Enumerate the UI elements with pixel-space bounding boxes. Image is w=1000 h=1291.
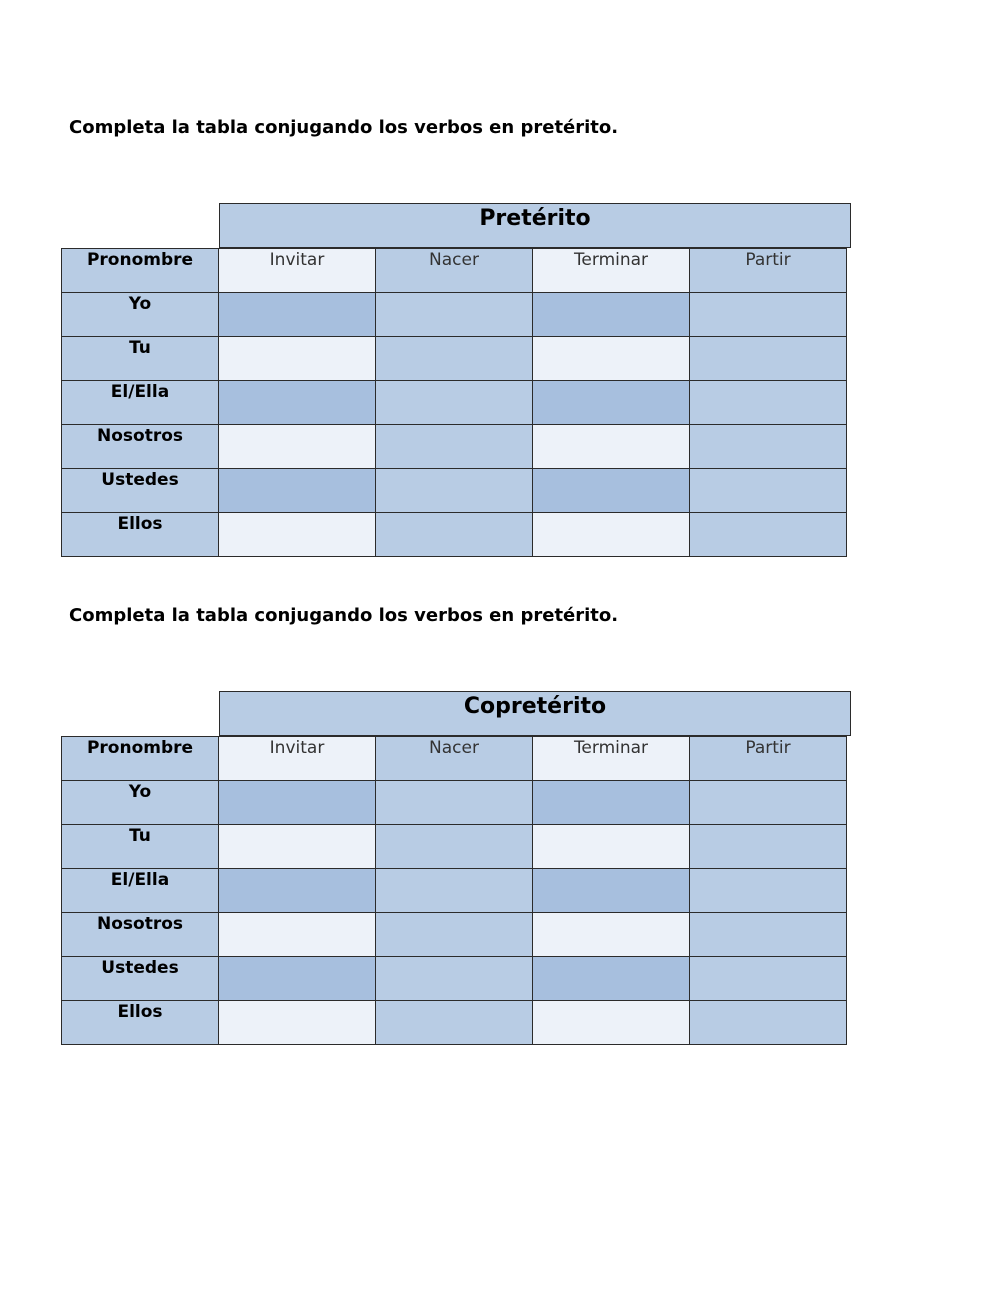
answer-cell[interactable] — [533, 957, 690, 1001]
verb-header: Nacer — [376, 249, 533, 293]
answer-cell[interactable] — [376, 957, 533, 1001]
answer-cell[interactable] — [219, 825, 376, 869]
answer-cell[interactable] — [376, 293, 533, 337]
answer-cell[interactable] — [690, 469, 847, 513]
verb-header: Invitar — [219, 737, 376, 781]
answer-cell[interactable] — [533, 337, 690, 381]
verb-header: Nacer — [376, 737, 533, 781]
answer-cell[interactable] — [219, 913, 376, 957]
pronoun-label: Tu — [62, 337, 219, 381]
answer-cell[interactable] — [533, 913, 690, 957]
answer-cell[interactable] — [376, 781, 533, 825]
header-row — [62, 249, 847, 293]
answer-cell[interactable] — [690, 869, 847, 913]
answer-cell[interactable] — [533, 869, 690, 913]
answer-cell[interactable] — [376, 381, 533, 425]
pronoun-label: Tu — [62, 825, 219, 869]
instruction-text: Completa la tabla conjugando los verbos en pretérito. — [69, 117, 619, 138]
answer-cell[interactable] — [690, 957, 847, 1001]
instruction-text: Completa la tabla conjugando los verbos en pretérito. — [69, 605, 619, 626]
answer-cell[interactable] — [219, 425, 376, 469]
answer-cell[interactable] — [533, 293, 690, 337]
answer-cell[interactable] — [219, 957, 376, 1001]
answer-cell[interactable] — [376, 337, 533, 381]
verb-header: Terminar — [533, 737, 690, 781]
answer-cell[interactable] — [219, 1001, 376, 1045]
answer-cell[interactable] — [376, 825, 533, 869]
answer-cell[interactable] — [219, 869, 376, 913]
pronoun-header: Pronombre — [62, 737, 219, 781]
answer-cell[interactable] — [376, 1001, 533, 1045]
verb-header: Partir — [690, 249, 847, 293]
conjugation-grid — [61, 736, 847, 1045]
table-row — [62, 957, 847, 1001]
table-title: Pretérito — [219, 203, 851, 248]
table-row — [62, 781, 847, 825]
answer-cell[interactable] — [690, 781, 847, 825]
answer-cell[interactable] — [533, 469, 690, 513]
answer-cell[interactable] — [690, 425, 847, 469]
table-row — [62, 293, 847, 337]
header-row — [62, 737, 847, 781]
table-title: Copretérito — [219, 691, 851, 736]
answer-cell[interactable] — [690, 293, 847, 337]
answer-cell[interactable] — [533, 513, 690, 557]
answer-cell[interactable] — [533, 1001, 690, 1045]
pronoun-header: Pronombre — [62, 249, 219, 293]
answer-cell[interactable] — [690, 513, 847, 557]
table-row — [62, 425, 847, 469]
pronoun-label: Ustedes — [62, 957, 219, 1001]
table-row — [62, 469, 847, 513]
answer-cell[interactable] — [219, 381, 376, 425]
pronoun-label: Ellos — [62, 513, 219, 557]
pronoun-label: El/Ella — [62, 381, 219, 425]
pronoun-label: Yo — [62, 293, 219, 337]
verb-header: Invitar — [219, 249, 376, 293]
answer-cell[interactable] — [690, 381, 847, 425]
pronoun-label: El/Ella — [62, 869, 219, 913]
answer-cell[interactable] — [219, 781, 376, 825]
answer-cell[interactable] — [533, 425, 690, 469]
answer-cell[interactable] — [533, 781, 690, 825]
answer-cell[interactable] — [690, 1001, 847, 1045]
conjugation-grid — [61, 248, 847, 557]
answer-cell[interactable] — [219, 469, 376, 513]
pronoun-label: Yo — [62, 781, 219, 825]
answer-cell[interactable] — [376, 869, 533, 913]
answer-cell[interactable] — [533, 825, 690, 869]
pronoun-label: Nosotros — [62, 913, 219, 957]
table-row — [62, 869, 847, 913]
table-row — [62, 913, 847, 957]
verb-header: Partir — [690, 737, 847, 781]
table-row — [62, 825, 847, 869]
pronoun-label: Ustedes — [62, 469, 219, 513]
verb-header: Terminar — [533, 249, 690, 293]
answer-cell[interactable] — [690, 913, 847, 957]
answer-cell[interactable] — [376, 425, 533, 469]
answer-cell[interactable] — [219, 513, 376, 557]
answer-cell[interactable] — [690, 337, 847, 381]
answer-cell[interactable] — [376, 513, 533, 557]
answer-cell[interactable] — [376, 913, 533, 957]
answer-cell[interactable] — [219, 337, 376, 381]
table-row — [62, 1001, 847, 1045]
answer-cell[interactable] — [533, 381, 690, 425]
table-row — [62, 337, 847, 381]
pronoun-label: Nosotros — [62, 425, 219, 469]
table-row — [62, 513, 847, 557]
answer-cell[interactable] — [376, 469, 533, 513]
answer-cell[interactable] — [690, 825, 847, 869]
answer-cell[interactable] — [219, 293, 376, 337]
pronoun-label: Ellos — [62, 1001, 219, 1045]
table-row — [62, 381, 847, 425]
